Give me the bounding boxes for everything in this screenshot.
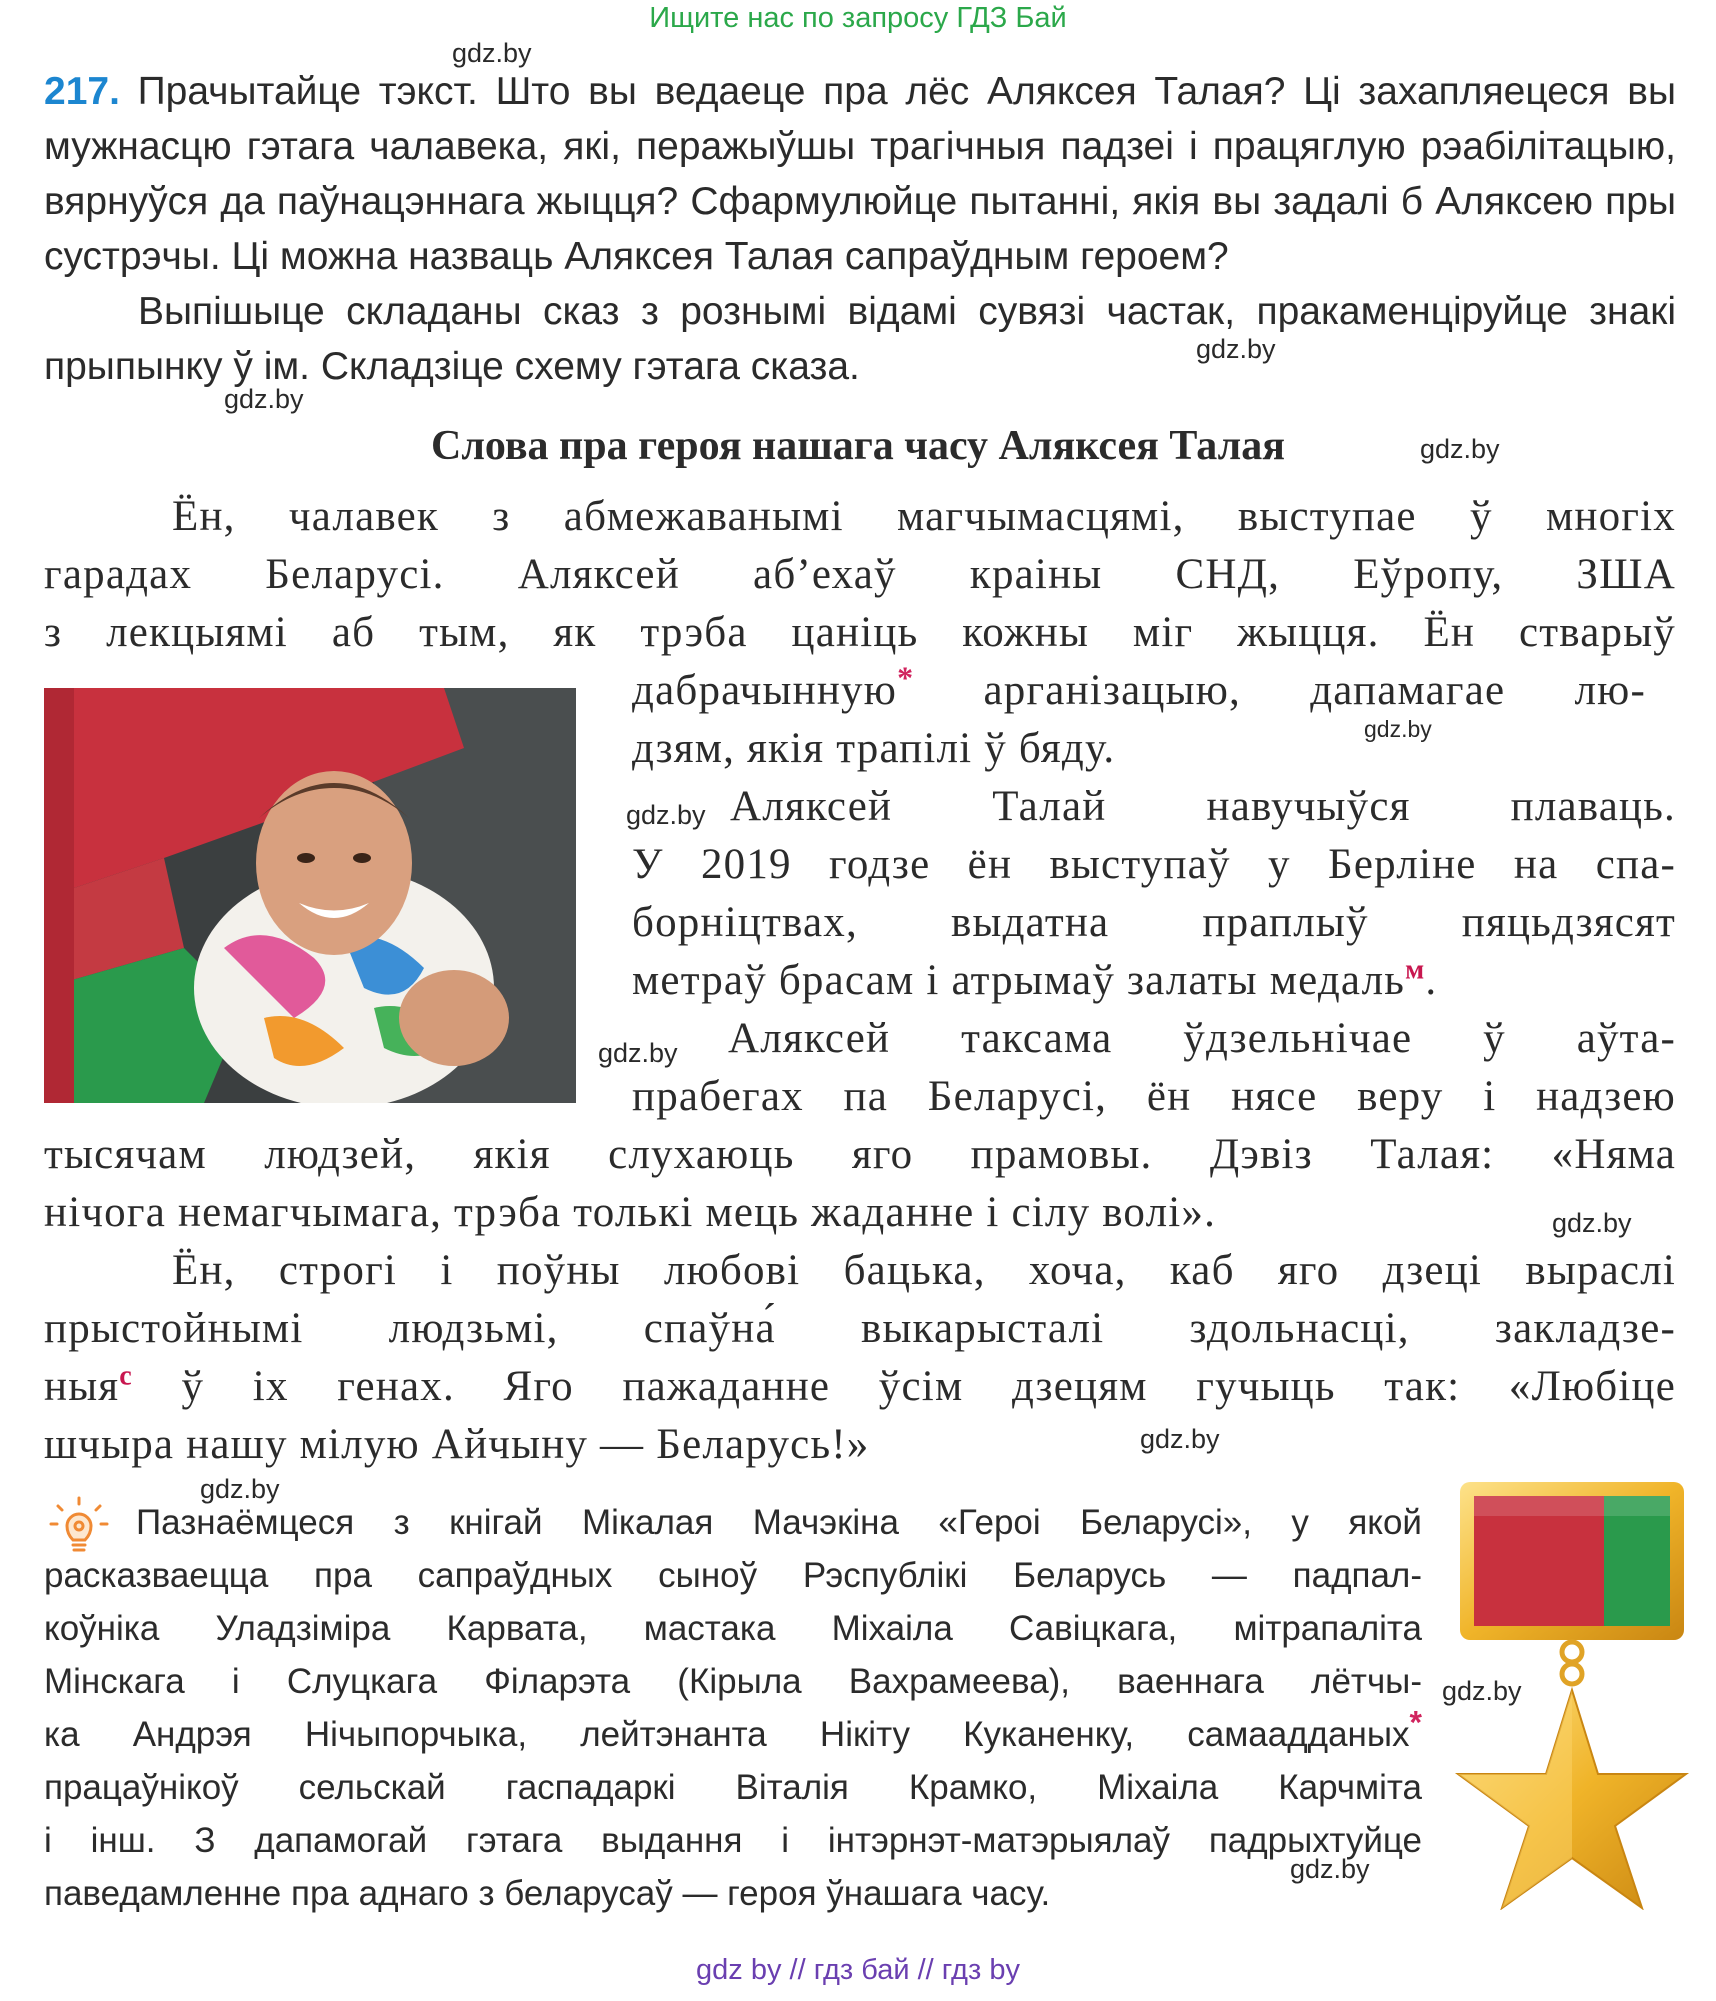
top-banner: Ищите нас по запросу ГДЗ Бай xyxy=(649,2,1067,34)
footnote-mark: * xyxy=(897,659,915,696)
info-line: коўніка Уладзіміра Карвата, мастака Міхаіла Савіцкага, мітрапаліта xyxy=(44,1609,1422,1648)
watermark: gdz.by xyxy=(200,1474,280,1504)
info-line: расказваецца пра сапраўдных сыноў Рэспублікі Беларусь — падпал- xyxy=(44,1556,1422,1595)
photo-illustration xyxy=(44,688,576,1103)
body-word: метраў брасам і атрымаў залаты медаль xyxy=(632,957,1406,1004)
watermark: gdz.by xyxy=(1420,434,1500,464)
task-paragraph-1 xyxy=(44,64,1676,284)
text-title: Слова пра героя нашага часу Аляксея Талая xyxy=(431,423,1285,469)
body-line: гарадах Беларусі. Аляксей аб’ехаў краіны СНД, Еўропу, ЗША xyxy=(44,551,1676,598)
body-line: шчыра нашу мілую Айчыну — Беларусь!» xyxy=(44,1421,870,1468)
body-line: Ён, строгі і поўны любові бацька, хоча, каб яго дзеці выраслі xyxy=(172,1247,1676,1294)
watermark: gdz.by xyxy=(1442,1676,1522,1706)
body-line: тысячам людзей, якія слухаюць яго прамовы. Дэвіз Талая: «Няма xyxy=(44,1131,1676,1178)
body-word: ў іх генах. Яго пажаданне ўсім дзецям гучыць так: «Любіце xyxy=(132,1363,1676,1410)
task-text-1: Прачытайце тэкст. Што вы ведаеце пра лёс Аляксея Талая? Ці захапляецеся вы мужнасцю гэтага чалавека, які, перажыўшы трагічныя падзеі і працяглую рэабілітацыю, вярнуўся да паўнацэннага жыцця? Сфармулюйце пытанні, якія вы задалі б Аляксею пры сустрэчы. Ці можна назваць Аляксея Талая сапраўдным героем? xyxy=(44,70,1676,278)
info-block xyxy=(44,1496,1422,1920)
watermark: gdz.by xyxy=(1290,1854,1370,1884)
body-word: ныя xyxy=(44,1363,120,1410)
body-line: прыстойнымі людзьмі, спаўна́ выкарысталі здольнасці, закладзе- xyxy=(44,1305,1676,1352)
body-line: прабегах па Беларусі, ён нясе веру і надзею xyxy=(632,1073,1676,1120)
watermark: gdz.by xyxy=(1364,716,1432,742)
watermark: gdz.by xyxy=(1196,334,1276,364)
info-line: Пазнаёмцеся з кнігай Мікалая Мачэкіна «Героі Беларусі», у якой xyxy=(136,1503,1422,1542)
info-line: і інш. З дапамогай гэтага выдання і інтэрнэт-матэрыялаў падрыхтуйце xyxy=(44,1821,1422,1860)
task-number: 217. xyxy=(44,70,120,113)
task-block xyxy=(44,64,1676,394)
body-line: Ён, чалавек з абмежаванымі магчымасцямі, выступае ў многіх xyxy=(172,493,1676,540)
vocab-mark: с xyxy=(119,1360,133,1392)
task-paragraph-2: Выпішыце складаны сказ з рознымі відамі сувязі частак, пракаменціруйце знакі прыпынку ў ім. Складзіце схему гэтага сказа. xyxy=(44,290,1676,388)
watermark: gdz.by xyxy=(224,384,304,414)
watermark: gdz.by xyxy=(598,1038,678,1068)
body-line xyxy=(632,659,1646,720)
info-line: паведамленне пра аднаго з беларусаў — героя ўнашага часу. xyxy=(44,1874,1051,1913)
body-line: з лекцыямі аб тым, як трэба цаніць кожны міг жыцця. Ён стварыў xyxy=(44,609,1676,656)
watermark: gdz.by xyxy=(452,38,532,68)
body-line xyxy=(44,1358,1676,1416)
footer: gdz by // гдз бай // гдз by xyxy=(696,1954,1020,1986)
body-line: нічога немагчымага, трэба толькі мець жаданне і сілу волі». xyxy=(44,1189,1217,1236)
watermark: gdz.by xyxy=(626,800,706,830)
body-line: Аляксей таксама ўдзельнічае ў аўта- xyxy=(728,1015,1676,1062)
body-line: дзям, якія трапілі ў бяду. xyxy=(632,725,1116,772)
hero-star-medal-icon xyxy=(1452,1478,1692,1910)
footnote-mark: * xyxy=(1409,1704,1422,1741)
watermark: gdz.by xyxy=(1552,1208,1632,1238)
info-word: ка Андрэя Нічыпорчыка, лейтэнанта Нікіту Куканенку, самаадданых xyxy=(44,1715,1410,1754)
body-line: борніцтвах, выдатна праплыў пяцьдзясят xyxy=(632,899,1676,946)
watermark: gdz.by xyxy=(1140,1424,1220,1454)
body-word: дабрачынную xyxy=(632,667,898,714)
info-line: працаўнікоў сельскай гаспадаркі Віталія Крамко, Міхаіла Карчміта xyxy=(44,1768,1422,1807)
vocab-mark: м xyxy=(1405,954,1426,986)
body-line xyxy=(632,952,1437,1010)
photo-aliaksei-talai xyxy=(44,688,576,1103)
body-word: арганізацыю, дапамагае лю- xyxy=(914,667,1646,714)
body-line: Аляксей Талай навучыўся плаваць. xyxy=(730,783,1676,830)
body-line: У 2019 годзе ён выступаў у Берліне на спа- xyxy=(632,841,1676,888)
body-word: . xyxy=(1425,957,1438,1004)
info-line xyxy=(44,1704,1422,1761)
info-line: Мінскага і Слуцкага Філарэта (Кірыла Вахрамеева), ваеннага лётчы- xyxy=(44,1662,1422,1701)
